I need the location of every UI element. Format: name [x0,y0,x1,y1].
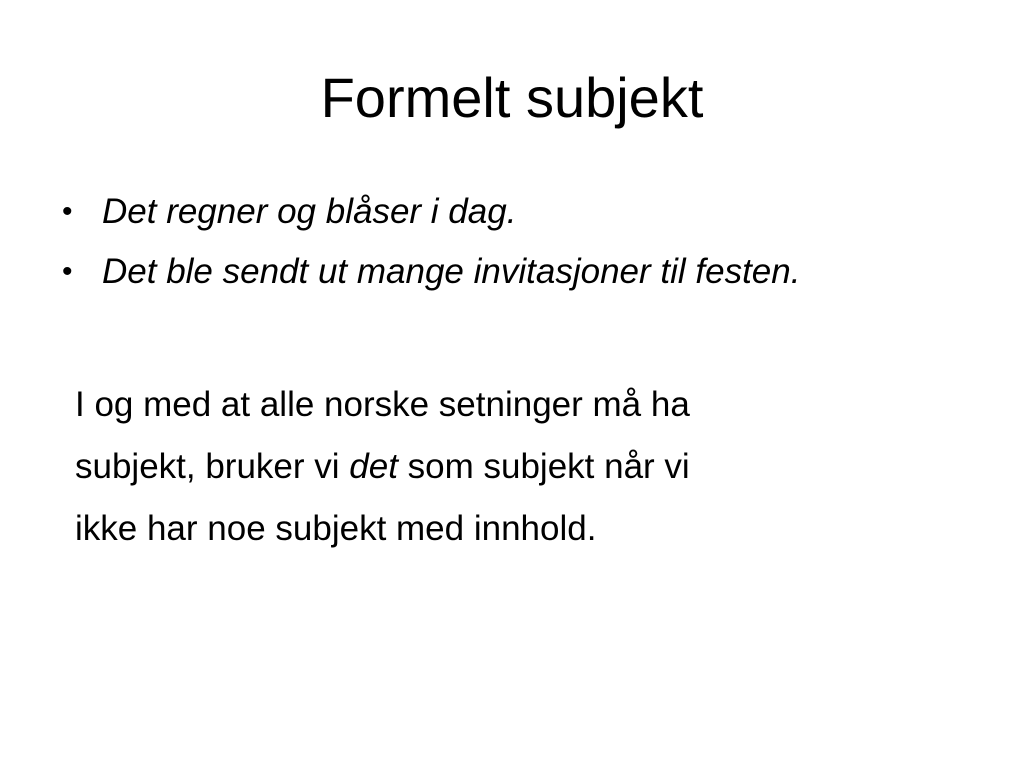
paragraph-text: som subjekt når vi [397,447,690,486]
paragraph-line [75,436,935,498]
emphasized-word: det [349,447,398,486]
bullet-list [62,186,902,306]
bullet-item [62,186,902,238]
paragraph-line: ikke har noe subjekt med innhold. [75,509,597,548]
bullet-icon: • [62,195,73,228]
bullet-text: Det regner og blåser i dag. [102,192,517,231]
paragraph-line: I og med at alle norske setninger må ha [75,385,690,424]
bullet-text: Det ble sendt ut mange invitasjoner til festen. [102,252,801,291]
bullet-item [62,246,902,298]
slide-title: Formelt subjekt [320,66,704,129]
bullet-icon: • [62,255,73,288]
explanation-paragraph [75,374,935,560]
paragraph-text: subjekt, bruker vi [75,447,350,486]
